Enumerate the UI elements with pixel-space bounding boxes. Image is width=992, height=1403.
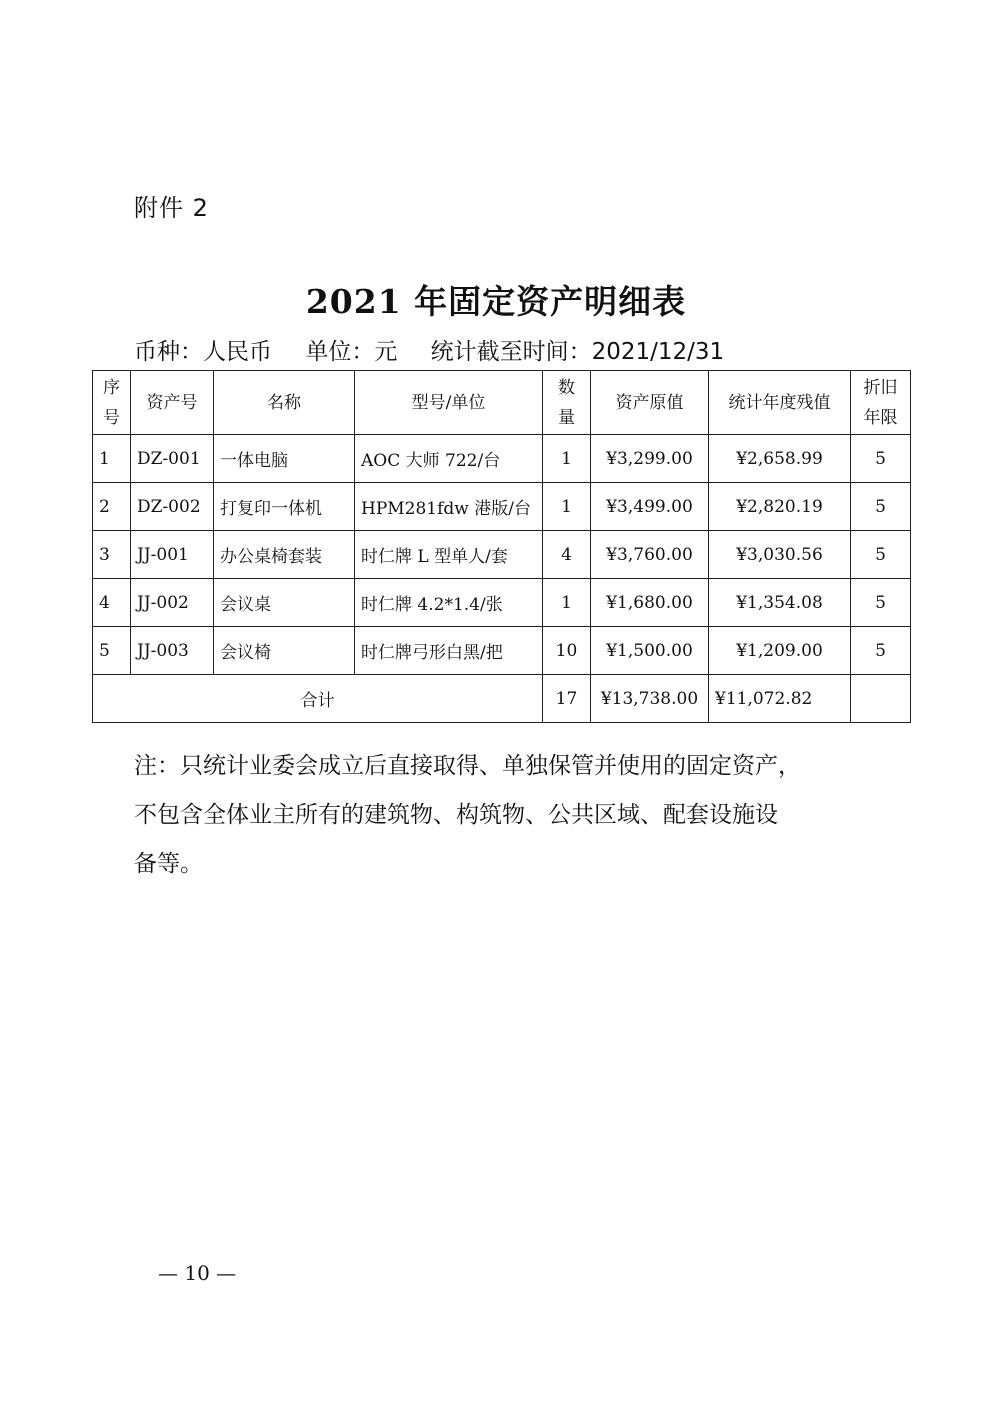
table-row	[93, 531, 911, 579]
header-depreciation-years: 折旧年限	[851, 371, 911, 435]
cell-name: 会议桌	[214, 579, 355, 627]
cell-seq: 5	[93, 627, 131, 675]
header-asset-no: 资产号	[131, 371, 214, 435]
cell-depreciation-years: 5	[851, 627, 911, 675]
cell-original-value: ¥1,500.00	[591, 627, 709, 675]
cutoff-date-label: 统计截至时间：2021/12/31	[430, 339, 725, 365]
cell-depreciation-years: 5	[851, 483, 911, 531]
cell-name: 办公桌椅套装	[214, 531, 355, 579]
cell-original-value: ¥3,760.00	[591, 531, 709, 579]
cell-model: HPM281fdw 港版/台	[355, 483, 543, 531]
header-qty: 数量	[543, 371, 591, 435]
note-line: 不包含全体业主所有的建筑物、构筑物、公共区域、配套设施设	[134, 802, 778, 828]
attachment-label: 附件 2	[134, 194, 209, 222]
cell-original-value: ¥3,299.00	[591, 435, 709, 483]
cell-residual-value: ¥2,820.19	[709, 483, 851, 531]
header-seq: 序号	[93, 371, 131, 435]
cell-model: 时仁牌弓形白黑/把	[355, 627, 543, 675]
cell-qty: 1	[543, 579, 591, 627]
cell-asset-no: JJ-001	[131, 531, 214, 579]
cell-seq: 2	[93, 483, 131, 531]
total-residual-value: ¥11,072.82	[709, 675, 851, 723]
notes	[134, 742, 894, 889]
currency-label: 币种：人民币	[134, 339, 272, 365]
header-original-value: 资产原值	[591, 371, 709, 435]
total-label: 合计	[93, 675, 543, 723]
note-line: 备等。	[134, 851, 203, 877]
cell-depreciation-years: 5	[851, 435, 911, 483]
total-qty: 17	[543, 675, 591, 723]
note-line: 注：只统计业委会成立后直接取得、单独保管并使用的固定资产，	[134, 753, 801, 779]
cell-seq: 1	[93, 435, 131, 483]
cell-depreciation-years: 5	[851, 531, 911, 579]
cell-depreciation-years: 5	[851, 579, 911, 627]
table-row	[93, 435, 911, 483]
cell-model: 时仁牌 4.2*1.4/张	[355, 579, 543, 627]
cell-seq: 4	[93, 579, 131, 627]
cell-residual-value: ¥2,658.99	[709, 435, 851, 483]
cell-qty: 4	[543, 531, 591, 579]
table-header-row	[93, 371, 911, 435]
cell-seq: 3	[93, 531, 131, 579]
unit-label: 单位：元	[305, 339, 398, 365]
cell-name: 一体电脑	[214, 435, 355, 483]
table-row	[93, 483, 911, 531]
table-meta	[134, 333, 750, 366]
table-row	[93, 627, 911, 675]
total-original-value: ¥13,738.00	[591, 675, 709, 723]
cell-qty: 10	[543, 627, 591, 675]
cell-name: 打复印一体机	[214, 483, 355, 531]
cell-residual-value: ¥1,209.00	[709, 627, 851, 675]
header-name: 名称	[214, 371, 355, 435]
header-model: 型号/单位	[355, 371, 543, 435]
cell-asset-no: JJ-002	[131, 579, 214, 627]
cell-model: 时仁牌 L 型单人/套	[355, 531, 543, 579]
table-row	[93, 579, 911, 627]
page-number: — 10 —	[158, 1261, 237, 1285]
total-row	[93, 675, 911, 723]
header-residual-value: 统计年度残值	[709, 371, 851, 435]
cell-asset-no: DZ-002	[131, 483, 214, 531]
cell-qty: 1	[543, 483, 591, 531]
cell-asset-no: JJ-003	[131, 627, 214, 675]
cell-qty: 1	[543, 435, 591, 483]
cell-name: 会议椅	[214, 627, 355, 675]
total-depreciation-years	[851, 675, 911, 723]
cell-residual-value: ¥1,354.08	[709, 579, 851, 627]
cell-asset-no: DZ-001	[131, 435, 214, 483]
cell-original-value: ¥3,499.00	[591, 483, 709, 531]
page-title: 2021 年固定资产明细表	[305, 282, 687, 321]
fixed-assets-table	[92, 370, 911, 723]
cell-model: AOC 大师 722/台	[355, 435, 543, 483]
cell-original-value: ¥1,680.00	[591, 579, 709, 627]
cell-residual-value: ¥3,030.56	[709, 531, 851, 579]
